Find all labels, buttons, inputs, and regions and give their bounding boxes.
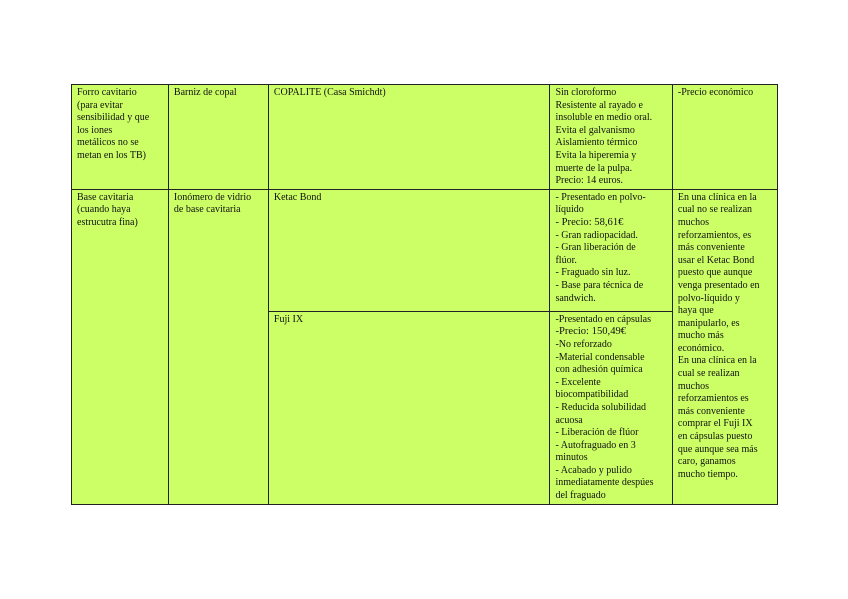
cell-line: cual no se realizan: [677, 204, 753, 216]
cell-line: - Gran radiopacidad.: [555, 229, 638, 241]
cell-line: caro, ganamos: [677, 456, 736, 468]
cell-line: estrucutra fina): [77, 216, 138, 228]
cell-line: líquido: [555, 204, 584, 216]
cell-line: - Fraguado sin luz.: [555, 267, 631, 279]
cell-line: En una clínica en la: [677, 355, 757, 367]
cell-line: (cuando haya: [77, 204, 131, 216]
cell-product: [268, 311, 550, 504]
cell-line: venga presentado en: [677, 279, 760, 291]
cell-line: - Presentado en polvo-: [555, 191, 646, 203]
cell-properties: [550, 85, 672, 190]
cell-line: puesto que aunque: [677, 267, 753, 279]
cell-conclusion: [672, 85, 777, 190]
cell-line: Fuji IX: [273, 313, 304, 325]
cell-line: con adhesión química: [555, 364, 643, 376]
cell-line: los iones: [77, 124, 113, 136]
cell-line: del fraguado: [555, 490, 606, 502]
cell-line: Evita la hiperemia y: [555, 149, 637, 161]
table-row: [72, 189, 778, 311]
cell-line: sandwich.: [555, 292, 596, 304]
cell-line: -Presentado en cápsulas: [555, 313, 651, 325]
cell-line: haya que: [677, 305, 714, 317]
cell-line: - Autofraguado en 3: [555, 439, 636, 451]
cell-line: - Reducida solubilidad: [555, 401, 647, 413]
cell-line: reforzamientos, es: [677, 229, 752, 241]
materials-table: [71, 84, 778, 505]
cell-line: COPALITE (Casa Smichdt): [273, 87, 386, 98]
cell-line: comprar el Fuji IX: [677, 418, 753, 430]
cell-line: Sin cloroformo: [555, 87, 617, 98]
cell-line: minutos: [555, 452, 588, 464]
cell-line: Base cavitaria: [77, 191, 134, 203]
cell-line: Ionómero de vidrio: [173, 191, 252, 203]
cell-line: - Base para técnica de: [555, 279, 644, 291]
cell-material: [168, 189, 268, 504]
cell-line: metálicos no se: [77, 137, 139, 149]
cell-line: de base cavitaria: [173, 204, 241, 216]
cell-line: Forro cavitario: [77, 87, 137, 98]
cell-line: más conveniente: [677, 242, 745, 254]
cell-line: insoluble en medio oral.: [555, 112, 653, 124]
cell-properties: [550, 189, 672, 311]
cell-line: mucho tiempo.: [677, 468, 738, 480]
cell-line: Evita el galvanismo: [555, 124, 635, 136]
cell-line: acuosa: [555, 414, 583, 426]
cell-line: sensibilidad y que: [77, 112, 150, 124]
cell-line: mucho más: [677, 330, 724, 342]
cell-line: biocompatibilidad: [555, 389, 629, 401]
cell-line: Ketac Bond: [273, 191, 322, 203]
cell-type: [72, 189, 169, 504]
cell-line: usar el Ketac Bond: [677, 254, 755, 266]
cell-product: [268, 85, 550, 190]
cell-line: muchos: [677, 216, 709, 228]
cell-line: muerte de la pulpa.: [555, 162, 633, 174]
cell-line: - Precio: 58,61€: [555, 216, 624, 228]
cell-line: Aislamiento térmico: [555, 137, 638, 149]
cell-line: -No reforzado: [555, 338, 612, 350]
cell-line: flúor.: [555, 254, 577, 266]
cell-line: -Precio: 150,49€: [555, 326, 627, 338]
cell-line: - Gran liberación de: [555, 242, 636, 254]
cell-line: Resistente al rayado e: [555, 99, 643, 111]
cell-line: -Precio económico: [677, 87, 754, 98]
cell-line: - Excelente: [555, 376, 601, 388]
cell-line: - Acabado y pulido: [555, 464, 632, 476]
cell-product: [268, 189, 550, 311]
cell-line: más conveniente: [677, 405, 745, 417]
table-row: [72, 85, 778, 190]
cell-material: [168, 85, 268, 190]
cell-line: económico.: [677, 342, 725, 354]
cell-line: manipularlo, es: [677, 317, 740, 329]
cell-line: polvo-líquido y: [677, 292, 740, 304]
cell-type: [72, 85, 169, 190]
cell-line: inmediatamente despúes: [555, 477, 654, 489]
cell-line: Barniz de copal: [173, 87, 237, 98]
cell-properties: [550, 311, 672, 504]
cell-line: - Liberación de flúor: [555, 427, 639, 439]
cell-line: que aunque sea más: [677, 443, 758, 455]
cell-line: metan en los TB): [77, 149, 146, 161]
cell-line: reforzamientos es: [677, 393, 749, 405]
cell-conclusion: [672, 189, 777, 504]
cell-line: Precio: 14 euros.: [555, 175, 623, 187]
cell-line: En una clínica en la: [677, 191, 757, 203]
cell-line: muchos: [677, 380, 709, 392]
cell-line: en cápsulas puesto: [677, 431, 753, 443]
cell-line: -Material condensable: [555, 351, 645, 363]
cell-line: (para evitar: [77, 99, 123, 111]
cell-line: cual se realizan: [677, 368, 740, 380]
